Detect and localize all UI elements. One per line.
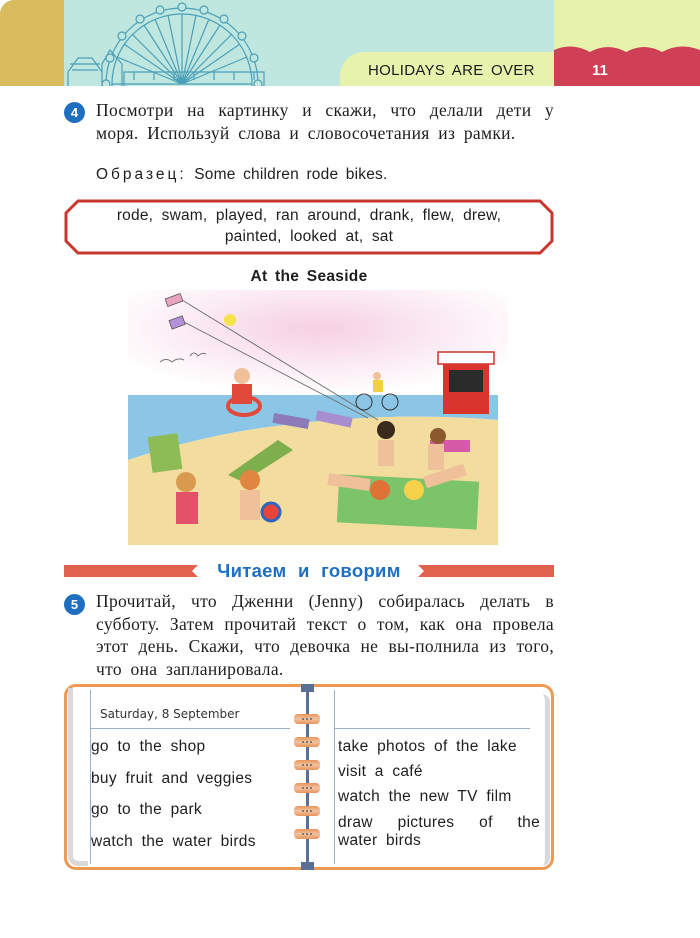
- diary-plan-item: watch the water birds: [91, 833, 256, 850]
- spiral-ring: [294, 783, 320, 793]
- spiral-ring: [294, 806, 320, 816]
- exercise-5-instruction: Прочитай, что Дженни (Jenny) собиралась делать в субботу. Затем прочитай текст о том, как она провела этот день. Скажи, что девочка не вы-полнила из того, что она запланировала.: [96, 591, 554, 679]
- page-header: [0, 0, 700, 86]
- sample-label: Образец:: [96, 166, 187, 183]
- sample-text: Some children rode bikes.: [194, 166, 388, 183]
- spine-cap-top: [301, 684, 314, 692]
- diary-plan-item: draw pictures of the: [338, 814, 540, 831]
- word-box-line-2: painted, looked at, sat: [224, 228, 394, 245]
- spiral-ring: [294, 737, 320, 747]
- diary-plan-item: go to the park: [91, 801, 202, 818]
- diary-notebook: [64, 684, 554, 870]
- diary-plan-item-continued: water birds: [338, 832, 422, 849]
- diary-plan-item: go to the shop: [91, 738, 206, 755]
- word-box-line-1: rode, swam, played, ran around, drank, flew, drew,: [116, 207, 502, 224]
- word-box: [64, 199, 554, 255]
- page-number-tab: [554, 52, 700, 86]
- diary-right-margin-line: [334, 690, 335, 864]
- unit-title: HOLIDAYS ARE OVER: [368, 62, 535, 79]
- spiral-ring: [294, 829, 320, 839]
- picture-title: At the Seaside: [250, 268, 368, 285]
- spiral-ring: [294, 760, 320, 770]
- diary-page-edge-right: [542, 694, 550, 866]
- diary-plan-item: take photos of the lake: [338, 738, 517, 755]
- diary-left-header-line: [90, 728, 290, 729]
- seaside-illustration: [128, 290, 508, 545]
- section-title: Читаем и говорим: [217, 560, 401, 581]
- spine-cap-bottom: [301, 862, 314, 870]
- diary-plan-item: buy fruit and veggies: [91, 770, 253, 787]
- exercise-number-badge: 5: [64, 594, 85, 615]
- spiral-ring: [294, 714, 320, 724]
- sample-line: [96, 166, 387, 184]
- header-gold-strip: [0, 0, 64, 86]
- diary-page-edge-left: [68, 688, 88, 866]
- diary-date: Saturday, 8 September: [100, 707, 240, 721]
- diary-right-header-line: [334, 728, 530, 729]
- ferris-wheel-illustration: [64, 0, 294, 86]
- page-number: 11: [592, 62, 608, 79]
- word-box-text: [64, 205, 554, 247]
- diary-plan-item: visit a café: [338, 763, 423, 780]
- diary-plan-item: watch the new TV film: [338, 788, 512, 805]
- exercise-4-instruction: Посмотри на картинку и скажи, что делали дети у моря. Используй слова и словосочетания из рамки.: [96, 100, 554, 143]
- exercise-number-badge: 4: [64, 102, 85, 123]
